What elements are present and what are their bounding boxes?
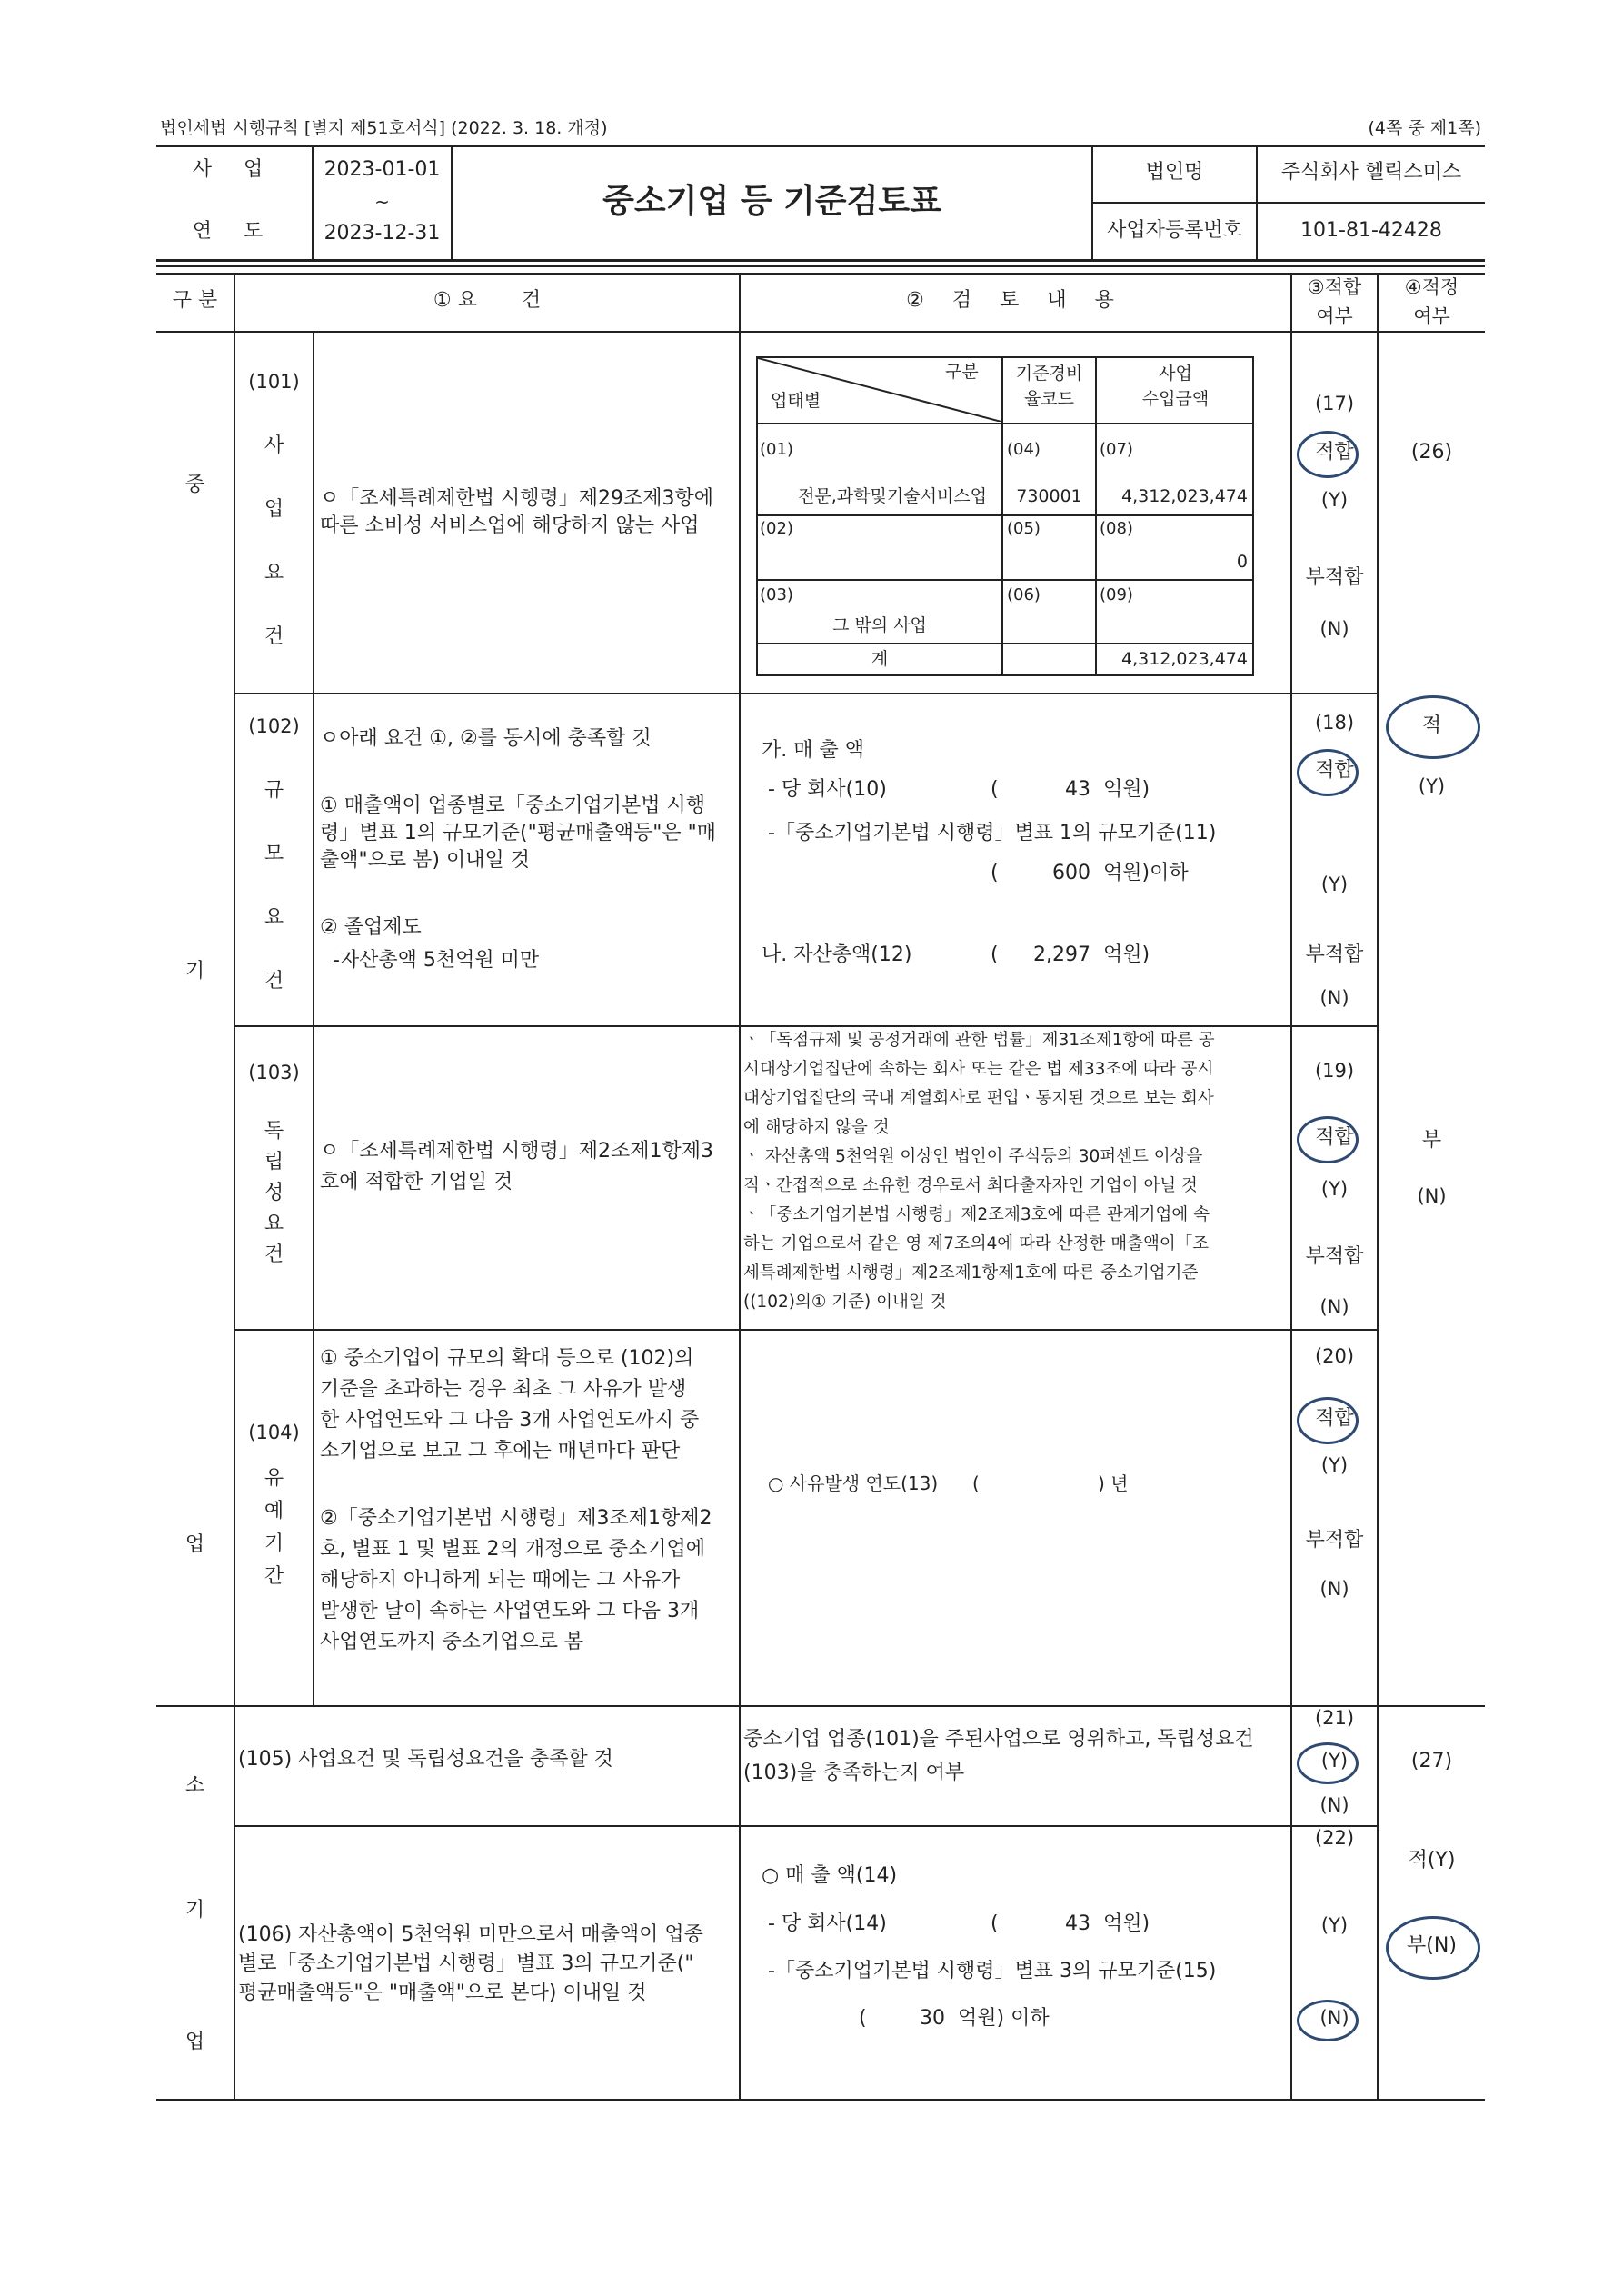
row106-company-label: - 당 회사(14)	[768, 1912, 887, 1935]
period-end: 2023-12-31	[324, 222, 441, 245]
row101-fit-no: (17)	[1314, 393, 1355, 414]
row102-req-line: ② 졸업제도	[320, 916, 422, 939]
table-h-code-1: 기준경비	[1015, 364, 1083, 384]
row103-fit-y: (Y)	[1320, 1178, 1349, 1200]
col-proper-2: 여부	[1413, 305, 1450, 327]
row105-fit-no: (21)	[1314, 1707, 1355, 1729]
row102-company-label: - 당 회사(10)	[768, 778, 887, 801]
row102-name-char: 모	[264, 843, 284, 865]
row103-review-line: ㆍ「독점규제 및 공정거래에 관한 법률」제31조제1항에 따른 공	[743, 1031, 1215, 1050]
paren: (	[991, 862, 999, 884]
row105-fit-y: (Y)	[1320, 1750, 1349, 1772]
row104-req-line: 해당하지 아니하게 되는 때에는 그 사유가	[320, 1569, 681, 1592]
table-row-num: (03)	[760, 585, 793, 604]
row101-fit-no-label: 부적합	[1305, 566, 1364, 589]
paren: (	[991, 943, 999, 966]
col-review: ② 검 토 내 용	[906, 289, 1125, 312]
table-industry: 그 밖의 사업	[832, 615, 927, 635]
row102-sales-label: 가. 매 출 액	[762, 739, 864, 762]
row106-req-line: (106) 자산총액이 5천억원 미만으로서 매출액이 업종	[238, 1923, 703, 1946]
row103-review-line: 시대상기업집단에 속하는 회사 또는 같은 법 제33조에 따라 공시	[743, 1060, 1214, 1079]
row101-fit-n: (N)	[1319, 618, 1349, 640]
row102-req-line: ① 매출액이 업종별로「중소기업기본법 시행	[320, 794, 705, 817]
header-top-rule	[156, 145, 1485, 147]
row102-company-value: 43	[1065, 778, 1090, 801]
row101-proper-no: (26)	[1410, 441, 1453, 464]
table-row-num: (01)	[760, 440, 793, 459]
period-start: 2023-01-01	[324, 158, 441, 181]
proper-sme-no-code: (N)	[1417, 1185, 1447, 1207]
row104-fit-n: (N)	[1319, 1578, 1349, 1600]
table-top-rule	[156, 273, 1485, 275]
unit-label: 억원)	[1103, 1912, 1150, 1935]
proper-sme-no: 부	[1421, 1129, 1442, 1152]
unit-label: 억원)	[1103, 943, 1150, 966]
row102-name-char: 요	[264, 906, 284, 929]
section-sme-3: 업	[184, 1533, 205, 1556]
row101-fit-yes: 적합	[1315, 441, 1354, 464]
row103-name-char: 독	[264, 1120, 284, 1143]
proper-sme-yes-code: (Y)	[1418, 775, 1446, 797]
row102-assets-value: 2,297	[1033, 943, 1090, 966]
row105-proper-no: (27)	[1410, 1750, 1453, 1772]
paren: (	[991, 778, 999, 801]
unit-label: 억원)이하	[1103, 862, 1189, 884]
table-h-amount-2: 수입금액	[1141, 389, 1210, 409]
row102-fit-no-label: 부적합	[1305, 943, 1364, 966]
table-code: 730001	[1016, 486, 1082, 506]
section-sme-1: 중	[184, 474, 205, 496]
row102-fit-no: (18)	[1314, 712, 1355, 734]
year-label-2: 연 도	[192, 220, 276, 243]
row103-fit-no-label: 부적합	[1305, 1245, 1364, 1268]
row104-name-char: 유	[264, 1467, 284, 1490]
row102-assets-label: 나. 자산총액(12)	[762, 943, 912, 966]
row104-fit-y: (Y)	[1320, 1454, 1349, 1476]
row104-review-label: ○ 사유발생 연도(13)	[768, 1472, 939, 1494]
year-label-1: 사 업	[192, 158, 276, 181]
row104-req-line: 소기업으로 보고 그 후에는 매년마다 판단	[320, 1440, 681, 1462]
row103-review-line: 하는 기업으로서 같은 영 제7조의4에 따라 산정한 매출액이「조	[743, 1234, 1210, 1253]
row103-review-line: 세특례제한법 시행령」제2조제1항제1호에 따른 중소기업기준	[743, 1263, 1199, 1283]
row103-review-line: ㆍ「중소기업기본법 시행령」제2조제3호에 따른 관계기업에 속	[743, 1205, 1210, 1224]
period-tilde: ~	[374, 191, 390, 213]
row102-fit-y: (Y)	[1320, 873, 1349, 895]
paren: (	[859, 2007, 867, 2030]
section-small-3: 업	[184, 2031, 205, 2053]
paren: (	[972, 1472, 980, 1494]
row104-review-close: ) 년	[1098, 1472, 1129, 1494]
row106-company-value: 43	[1065, 1912, 1090, 1935]
row106-sales-label: ○ 매 출 액(14)	[762, 1864, 898, 1887]
row104-name-char: 기	[264, 1532, 284, 1555]
row106-req-line: 별로「중소기업기본법 시행령」별표 3의 규모기준("	[238, 1952, 694, 1975]
row102-req-line: 령」별표 1의 규모기준("평균매출액등"은 "매	[320, 822, 716, 844]
section-small-2: 기	[184, 1899, 205, 1922]
row103-req-line: ㅇ「조세특례제한법 시행령」제2조제1항제3	[320, 1140, 714, 1163]
row105-req: (105) 사업요건 및 독립성요건을 충족할 것	[238, 1748, 613, 1771]
row102-name-char: 규	[264, 779, 284, 802]
section-sme-2: 기	[184, 960, 205, 983]
row104-code: (104)	[248, 1422, 300, 1443]
row103-review-line: 대상기업집단의 국내 계열회사로 편입ㆍ통지된 것으로 보는 회사	[743, 1089, 1214, 1108]
row101-name-char: 건	[264, 625, 284, 648]
table-h-code-2: 율코드	[1023, 389, 1075, 409]
table-row-num: (02)	[760, 519, 793, 538]
table-bottom-rule	[156, 2099, 1485, 2101]
unit-label: 억원)	[1103, 778, 1150, 801]
row101-req-line: 따른 소비성 서비스업에 해당하지 않는 사업	[320, 514, 700, 537]
row102-req-line: -자산총액 5천억원 미만	[320, 949, 540, 972]
row104-fit-no: (20)	[1314, 1345, 1355, 1367]
col-requirement: ① 요 건	[433, 289, 542, 312]
row106-proper-yes: 적(Y)	[1408, 1849, 1456, 1872]
table-row-num: (07)	[1100, 440, 1133, 459]
row103-review-line: ((102)의① 기준) 이내일 것	[743, 1293, 947, 1312]
table-industry: 전문,과학및기술서비스업	[798, 486, 987, 506]
row105-review-line: (103)을 충족하는지 여부	[743, 1762, 965, 1784]
row106-fit-n: (N)	[1319, 2007, 1349, 2029]
row102-name-char: 건	[264, 970, 284, 993]
row104-req-line: ① 중소기업이 규모의 확대 등으로 (102)의	[320, 1347, 694, 1370]
row103-fit-no: (19)	[1314, 1060, 1355, 1082]
table-row-num: (06)	[1007, 585, 1041, 604]
proper-sme-yes: 적	[1421, 714, 1442, 737]
corp-name: 주식회사 헬릭스미스	[1280, 161, 1462, 184]
page-title: 중소기업 등 기준검토표	[602, 183, 941, 220]
row102-std-value: 600	[1052, 862, 1090, 884]
table-h-category: 구분	[945, 362, 979, 382]
header-bottom-rule	[156, 259, 1485, 262]
row102-fit-yes: 적합	[1315, 759, 1354, 782]
col-category: 구 분	[172, 289, 218, 312]
row101-name-char: 사	[264, 434, 284, 457]
row104-fit-yes: 적합	[1315, 1407, 1354, 1430]
row102-req-line: 출액"으로 봄) 이내일 것	[320, 849, 530, 872]
row101-req-line: ㅇ「조세특례제한법 시행령」제29조제3항에	[320, 487, 714, 510]
table-row-num: (04)	[1007, 440, 1041, 459]
row105-review-line: 중소기업 업종(101)을 주된사업으로 영위하고, 독립성요건	[743, 1728, 1254, 1751]
row103-name-char: 요	[264, 1213, 284, 1235]
table-row-num: (05)	[1007, 519, 1041, 538]
table-amount: 0	[1236, 552, 1248, 572]
page-info: (4쪽 중 제1쪽)	[1368, 118, 1481, 138]
paren: (	[991, 1912, 999, 1935]
row105-fit-n: (N)	[1319, 1794, 1349, 1816]
col-proper-1: ④적정	[1404, 276, 1459, 298]
row103-name-char: 성	[264, 1182, 284, 1204]
col-fit-1: ③적합	[1307, 276, 1362, 298]
section-small-1: 소	[184, 1774, 205, 1797]
row106-fit-y: (Y)	[1320, 1914, 1349, 1936]
table-amount: 4,312,023,474	[1120, 486, 1248, 506]
row102-req-line: ㅇ아래 요건 ①, ②를 동시에 충족할 것	[320, 727, 652, 750]
row104-name-char: 예	[264, 1500, 284, 1522]
row106-std-value: 30	[920, 2007, 945, 2030]
row104-name-char: 간	[264, 1565, 284, 1588]
table-total-amount: 4,312,023,474	[1120, 649, 1248, 669]
row104-req-line: ②「중소기업기본법 시행령」제3조제1항제2	[320, 1507, 712, 1530]
row104-req-line: 발생한 날이 속하는 사업연도와 그 다음 3개	[320, 1600, 700, 1622]
row104-req-line: 한 사업연도와 그 다음 3개 사업연도까지 중	[320, 1409, 700, 1432]
row103-req-line: 호에 적합한 기업일 것	[320, 1171, 513, 1193]
row103-fit-yes: 적합	[1315, 1126, 1354, 1149]
row101-name-char: 요	[264, 562, 284, 584]
row101-fit-y: (Y)	[1320, 489, 1349, 511]
biz-no: 101-81-42428	[1300, 219, 1442, 242]
biz-no-label: 사업자등록번호	[1107, 219, 1242, 242]
row104-fit-no-label: 부적합	[1305, 1529, 1364, 1552]
table-row-num: (09)	[1100, 585, 1133, 604]
row103-name-char: 건	[264, 1243, 284, 1266]
row102-std-label: -「중소기업기본법 시행령」별표 1의 규모기준(11)	[768, 822, 1217, 844]
row106-std-label: -「중소기업기본법 시행령」별표 3의 규모기준(15)	[768, 1960, 1217, 1982]
row103-name-char: 립	[264, 1151, 284, 1173]
col-fit-2: 여부	[1316, 305, 1353, 327]
form-label: 법인세법 시행규칙 [별지 제51호서식] (2022. 3. 18. 개정)	[160, 118, 608, 138]
row106-req-line: 평균매출액등"은 "매출액"으로 본다) 이내일 것	[238, 1982, 647, 2004]
row103-review-line: 에 해당하지 않을 것	[743, 1118, 890, 1137]
row103-code: (103)	[248, 1062, 300, 1083]
table-total-label: 계	[871, 649, 889, 669]
row104-req-line: 호, 별표 1 및 별표 2의 개정으로 중소기업에	[320, 1538, 705, 1561]
header-bottom-rule-2	[156, 265, 1485, 267]
unit-label: 억원) 이하	[958, 2007, 1050, 2030]
row104-req-line: 기준을 초과하는 경우 최초 그 사유가 발생	[320, 1378, 687, 1401]
row103-review-line: 직ㆍ간접적으로 소유한 경우로서 최다출자자인 기업이 아닐 것	[743, 1176, 1198, 1195]
table-h-amount-1: 사업	[1159, 364, 1192, 384]
row104-req-line: 사업연도까지 중소기업으로 봄	[320, 1631, 584, 1653]
row101-code: (101)	[248, 371, 300, 393]
table-h-industry: 업태별	[771, 391, 821, 411]
table-row-num: (08)	[1100, 519, 1133, 538]
row103-fit-n: (N)	[1319, 1296, 1349, 1318]
row106-proper-no: 부(N)	[1407, 1934, 1457, 1957]
corp-name-label: 법인명	[1145, 161, 1204, 184]
row102-fit-n: (N)	[1319, 987, 1349, 1009]
row103-review-line: ㆍ 자산총액 5천억원 이상인 법인이 주식등의 30퍼센트 이상을	[743, 1147, 1203, 1166]
row106-fit-no: (22)	[1314, 1827, 1355, 1849]
row101-name-char: 업	[264, 498, 284, 521]
row102-code: (102)	[248, 715, 300, 737]
